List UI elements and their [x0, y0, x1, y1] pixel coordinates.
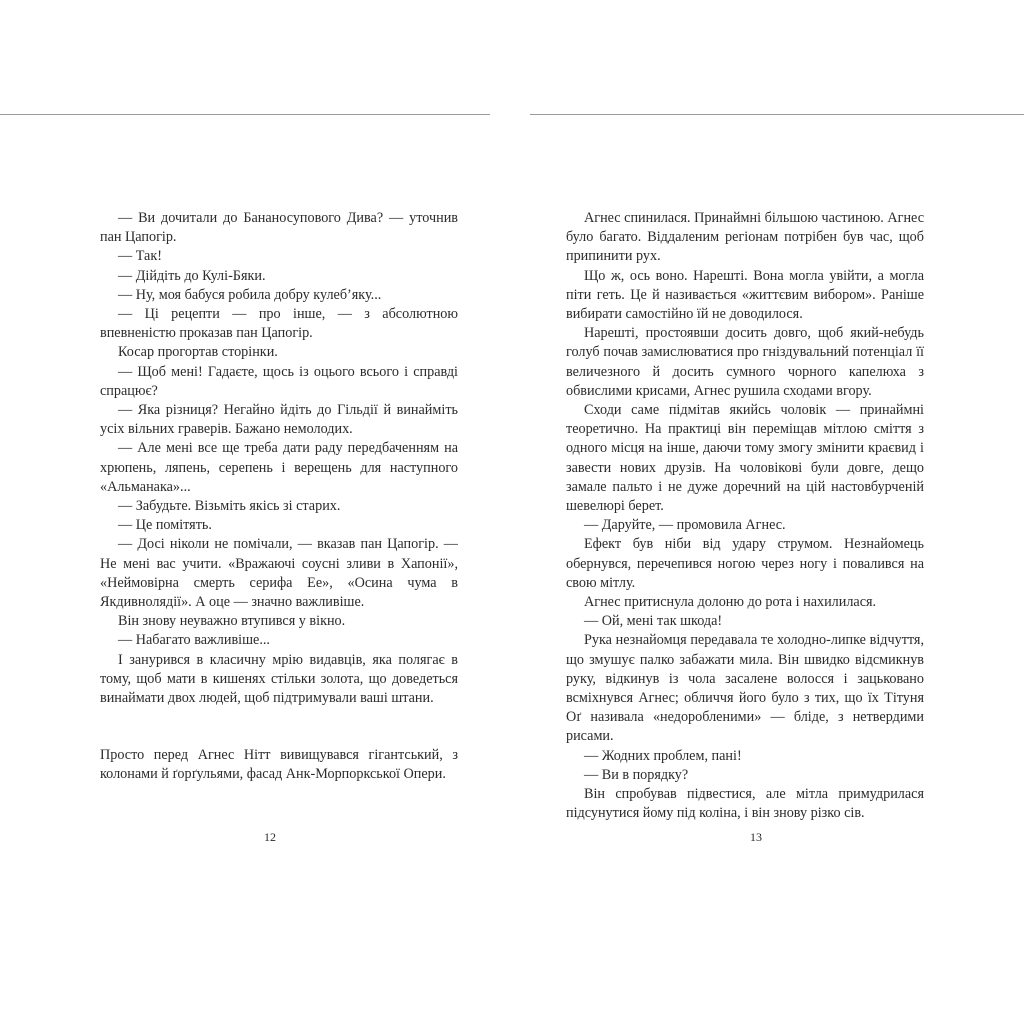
- section-start-paragraph: Просто перед Агнес Нітт вивищувався гігантський, з колонами й ґорґульями, фасад Анк-Морпоркської Опери.: [100, 747, 458, 783]
- paragraph: І занурився в класичну мрію видавців, яка полягає в тому, щоб мати в кишенях стільки золота, що доведеться винаймати двох людей, щоб підтримували ваші штани.: [100, 651, 458, 707]
- paragraph: — Ой, мені так шкода!: [584, 613, 723, 630]
- section-break: [100, 708, 458, 746]
- paragraph: — Даруйте, — промовила Агнес.: [584, 517, 786, 534]
- paragraph: Агнес спинилася. Принаймні більшою частиною. Агнес було багато. Віддаленим регіонам потрібен був час, щоб припинити рух.: [566, 210, 924, 265]
- paragraph: — Так!: [118, 248, 162, 265]
- page-number-left: 12: [264, 830, 276, 844]
- paragraph: — Забудьте. Візьміть якісь зі старих.: [118, 498, 341, 515]
- paragraph: — Ці рецепти — про інше, — з абсолютною впевненістю проказав пан Цапогір.: [100, 306, 458, 342]
- paragraph: — Ви дочитали до Бананосупового Дива? — уточнив пан Цапогір.: [100, 210, 458, 246]
- top-rule-right: [530, 114, 1024, 115]
- paragraph: Рука незнайомця передавала те холодно-липке відчуття, що змушує палко забажати мила. Він швидко відсмикнув руку, відкинув із чола засалене волосся і зацьковано всміхнувся Агнес; обличчя його було з тих, що їх Тітуня Оґ називала «недоробленими» — бліде, з нетвердими рисами.: [566, 632, 924, 745]
- paragraph: — Ну, моя бабуся робила добру кулеб’яку...: [118, 286, 382, 303]
- paragraph: Косар прогортав сторінки.: [118, 344, 278, 361]
- paragraph: — Щоб мені! Гадаєте, щось із оцього всього і справді спрацює?: [100, 363, 458, 399]
- paragraph: — Яка різниця? Негайно йдіть до Гільдії й винайміть усіх вільних граверів. Бажано немолодих.: [100, 402, 458, 438]
- paragraph: Агнес притиснула долоню до рота і нахилилася.: [584, 594, 877, 611]
- paragraph: — Ви в порядку?: [584, 766, 689, 783]
- paragraph: Він знову неуважно втупився у вікно.: [118, 613, 346, 630]
- paragraph: — Дійдіть до Кулі-Бяки.: [118, 267, 266, 284]
- paragraph: — Це помітять.: [118, 517, 212, 534]
- paragraph: Ефект був ніби від удару струмом. Незнайомець обернувся, перечепився ногою через ногу і повалився на свою мітлу.: [566, 536, 924, 591]
- paragraph: Нарешті, простоявши досить довго, щоб який-небудь голуб почав замислюватися про гніздувальний потенціал її величезного й досить сумного чорного капелюха з обвислими крисами, Агнес рушила сходами вгору.: [566, 325, 924, 399]
- paragraph: — Жодних проблем, пані!: [584, 747, 742, 764]
- page-number-right: 13: [750, 830, 762, 844]
- paragraph: — Набагато важливіше...: [118, 632, 270, 649]
- paragraph: — Але мені все ще треба дати раду передбаченням на хрюпень, ляпень, серепень і верещень для наступного «Альманака»...: [100, 440, 458, 495]
- left-page: [100, 209, 458, 785]
- paragraph: Він спробував підвестися, але мітла примудрилася підсунутися йому під коліна, і він знову різко сів.: [566, 786, 924, 822]
- paragraph: Що ж, ось воно. Нарешті. Вона могла увійти, а могла піти геть. Це й називається «життєвим вибором». Раніше вибирати самостійно їй не доводилося.: [566, 267, 924, 323]
- paragraph: — Досі ніколи не помічали, — вказав пан Цапогір. — Не мені вас учити. «Вражаючі соусні зливи в Хапонії», «Неймовірна смерть серифа Ее», «Осина чума в Якдивнолядії». А оце — значно важливіше.: [100, 536, 458, 611]
- right-page: [566, 209, 924, 824]
- top-rule-left: [0, 114, 490, 115]
- paragraph: Сходи саме підмітав якийсь чоловік — принаймні теоретично. На практиці він переміщав мітлою сміття з одного місця на інше, даючи тому змогу змінити краєвид і завести нових друзів. На чоловікові були довге, дещо замале пальто і не дуже доречний на цій настовбурченій шевелюрі берет.: [566, 402, 924, 515]
